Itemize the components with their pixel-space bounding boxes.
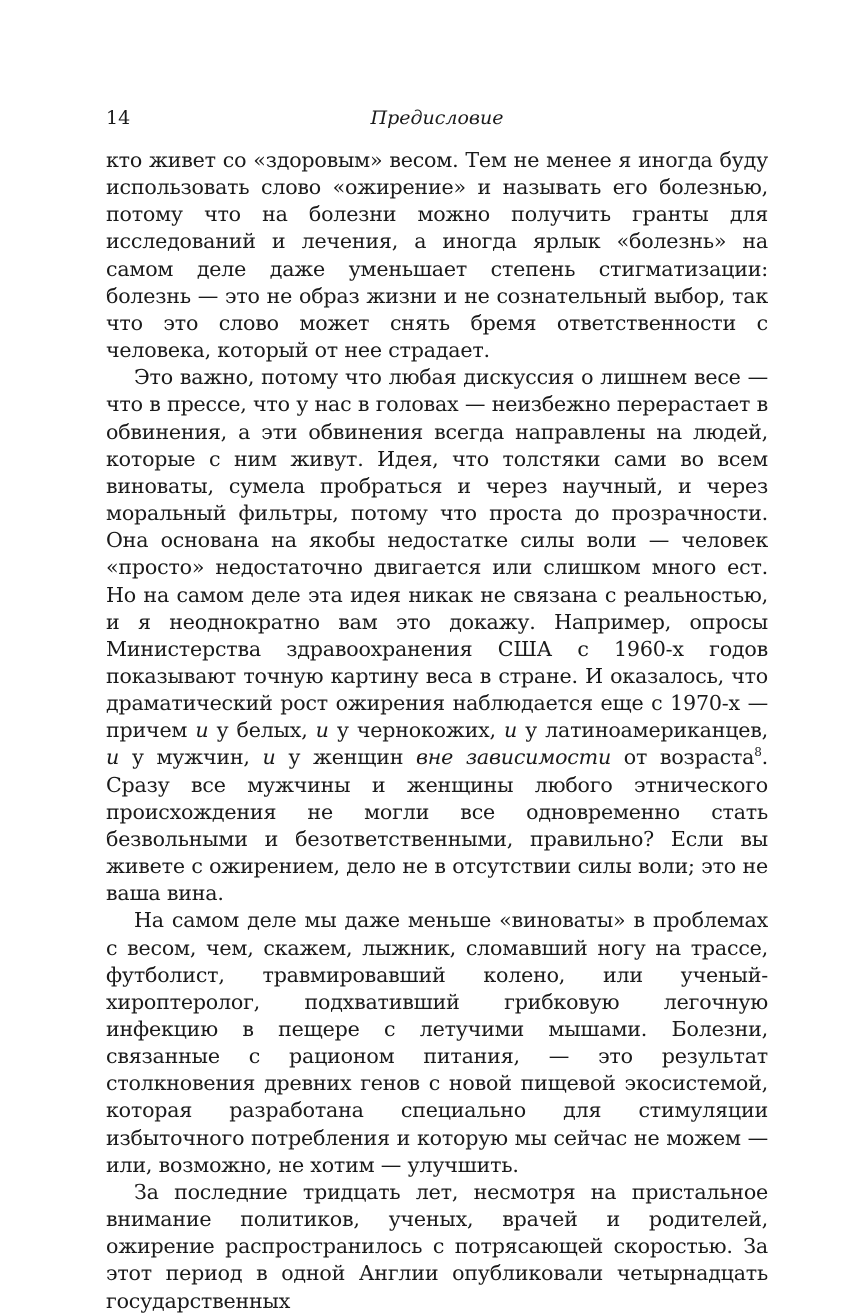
text-run: у чернокожих, <box>328 718 504 743</box>
italic-emphasis: и <box>195 718 209 743</box>
text-run: За последние тридцать лет, несмотря на пристальное внимание политиков, ученых, врачей и родителей, ожирение распространилось с потрясающей скоростью. За этот период в одной Англии опубликовали четырнадцать государственных <box>106 1179 768 1313</box>
paragraph <box>106 907 768 1179</box>
text-run: у латиноамериканцев, <box>517 718 768 743</box>
italic-emphasis: вне зависимости <box>416 745 612 770</box>
paragraph <box>106 1179 768 1315</box>
running-head <box>106 104 768 132</box>
italic-emphasis: и <box>106 745 120 770</box>
paragraph <box>106 364 768 907</box>
page-number: 14 <box>106 107 131 129</box>
text-run: у мужчин, <box>119 745 263 770</box>
text-run: . Сразу все мужчины и женщины любого этнического происхождения не могли все одновременно стать безвольными и безответственными, правильно? Если вы живете с ожирением, дело не в отсутствии силы воли; это не ваша вина. <box>106 745 769 906</box>
text-run: кто живет со «здоровым» весом. Тем не менее я иногда буду использовать слово «ожирение» и называть его болезнью, потому что на болезни можно получить гранты для исследований и лечения, а иногда ярлык «болезнь» на самом деле даже уменьшает степень стигматизации: болезнь — это не образ жизни и не сознательный выбор, так что это слово может снять бремя ответственности с человека, который от нее страдает. <box>106 148 768 363</box>
text-run: у белых, <box>208 718 316 743</box>
italic-emphasis: и <box>262 745 276 770</box>
body-text <box>106 147 768 1315</box>
text-run: Это важно, потому что любая дискуссия о лишнем весе — что в прессе, что у нас в головах — неизбежно перерастает в обвинения, а эти обвинения всегда направлены на людей, которые с ним живут. Идея, что толстяки сами во всем виноваты, сумела пробраться и через научный, и через моральный фильтры, потому что проста до прозрачности. Она основана на якобы недостатке силы воли — человек «просто» недостаточно двигается или слишком много ест. Но на самом деле эта идея никак не связана с реальностью, и я неоднократно вам это докажу. Например, опросы Министерства здравоохранения США с 1960-х годов показывают точную картину веса в стране. И оказалось, что драматический рост ожирения наблюдается еще с 1970-х — причем <box>106 365 768 743</box>
italic-emphasis: и <box>315 718 329 743</box>
text-run: от возраста <box>611 745 755 770</box>
running-title: Предисловие <box>370 107 504 129</box>
text-run: На самом деле мы даже меньше «виноваты» в проблемах с весом, чем, скажем, лыжник, сломавший ногу на трассе, футболист, травмировавший колено, или ученый-хироптеролог, подхвативший грибковую легочную инфекцию в пещере с летучими мышами. Болезни, связанные с рационом питания, — это результат столкновения древних генов с новой пищевой экосистемой, которая разработана специально для стимуляции избыточного потребления и которую мы сейчас не можем — или, возможно, не хотим — улучшить. <box>106 908 768 1177</box>
text-run: у женщин <box>275 745 416 770</box>
italic-emphasis: и <box>503 718 518 743</box>
footnote-reference: 8 <box>754 745 762 760</box>
paragraph <box>106 147 768 364</box>
